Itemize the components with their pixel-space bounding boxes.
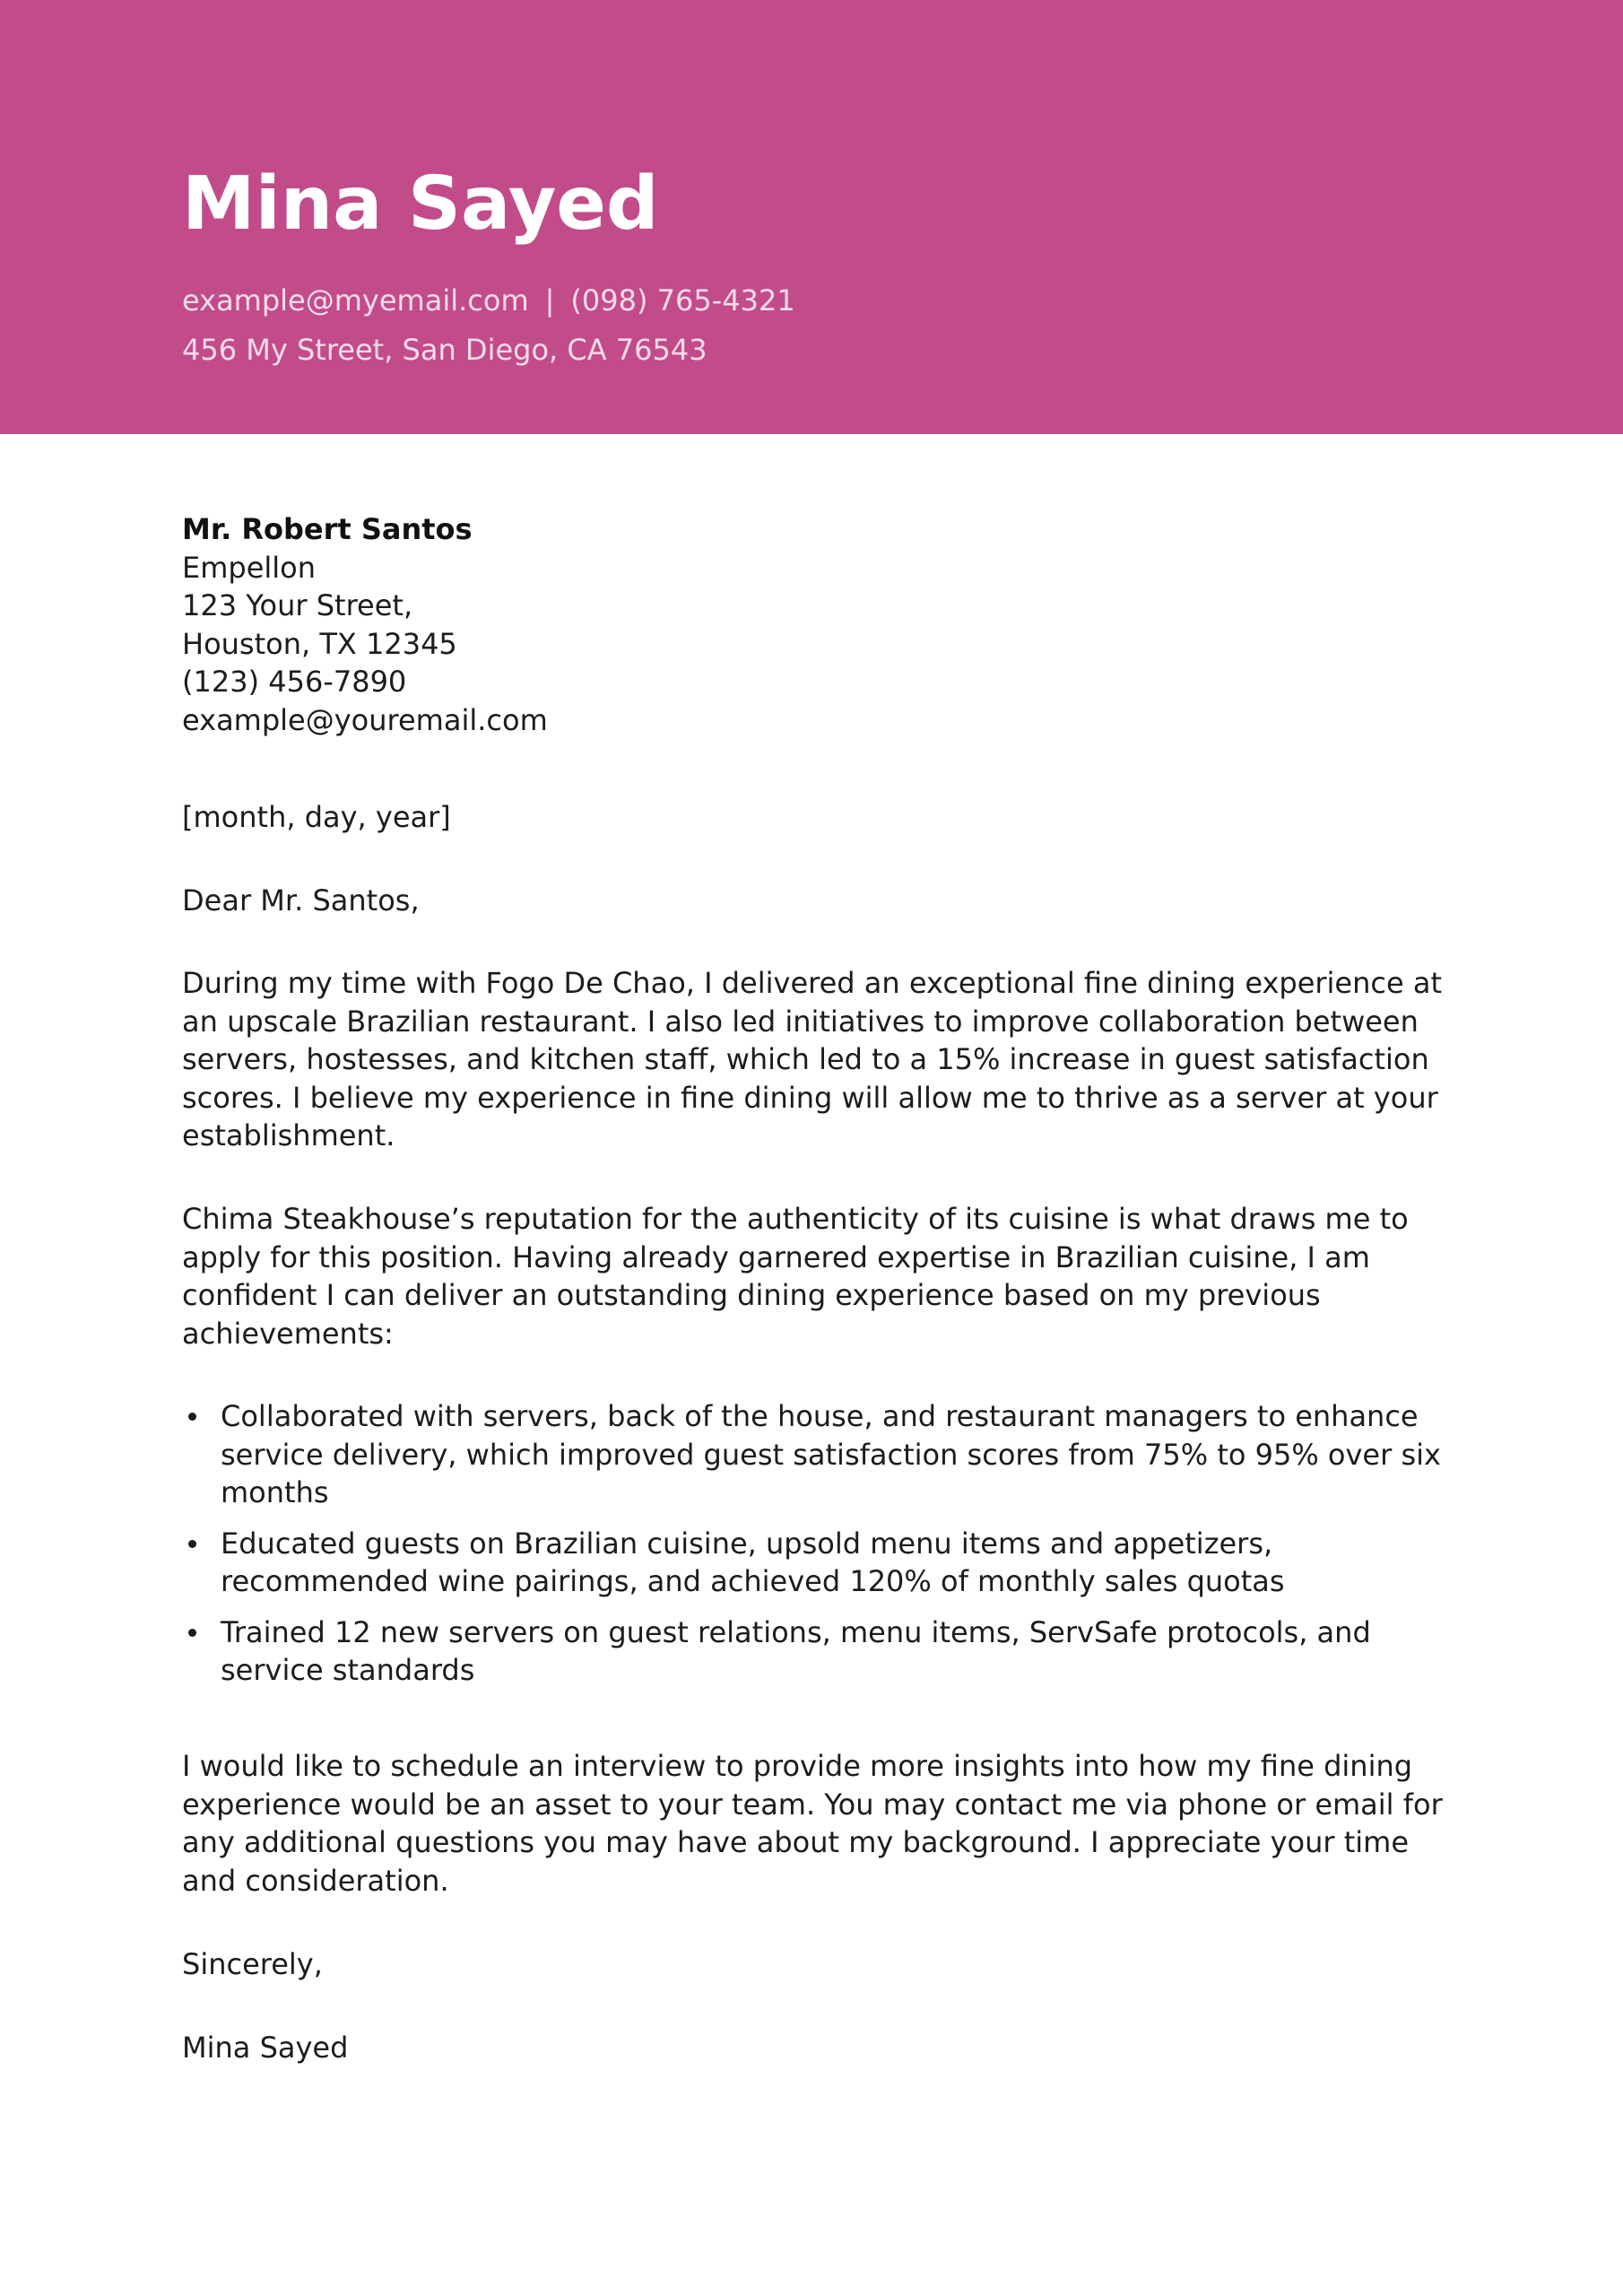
achievement-text: Educated guests on Brazilian cuisine, upsold menu items and appetizers, recommended wine pairings, and achieved 120% of monthly sales quotas — [221, 1526, 1285, 1598]
recipient-email: example@youremail.com — [182, 702, 548, 737]
closing: Sincerely, — [182, 1947, 323, 1981]
bullet-icon — [188, 1540, 196, 1548]
bullet-icon — [188, 1629, 196, 1637]
recipient-city: Houston, TX 12345 — [182, 626, 457, 661]
letter-date: [month, day, year] — [182, 800, 451, 834]
achievement-item — [182, 1525, 1455, 1601]
achievement-text: Trained 12 new servers on guest relations, menu items, ServSafe protocols, and service standards — [221, 1614, 1371, 1687]
recipient-phone: (123) 456-7890 — [182, 665, 407, 699]
recipient-street: 123 Your Street, — [182, 588, 413, 622]
achievement-item — [182, 1613, 1455, 1690]
letter-header — [0, 0, 1623, 434]
achievements-list — [182, 1397, 1455, 1702]
achievement-text: Collaborated with servers, back of the house, and restaurant managers to enhance service delivery, which improved guest satisfaction scores from 75% to 95% over six months — [221, 1399, 1441, 1509]
contact-separator: | — [544, 283, 555, 317]
sender-phone: (098) 765-4321 — [570, 283, 795, 317]
signature-name: Mina Sayed — [182, 2031, 349, 2065]
sender-address: 456 My Street, San Diego, CA 76543 — [182, 333, 707, 367]
body-paragraph-2: Chima Steakhouse’s reputation for the authenticity of its cuisine is what draws me to apply for this position. Having already garnered expertise in Brazilian cuisine, I am confident I can deliver an outstanding dining experience based on my previous achievements: — [182, 1202, 1409, 1351]
sender-email: example@myemail.com — [182, 283, 529, 317]
body-paragraph-3: I would like to schedule an interview to provide more insights into how my fine dining experience would be an asset to your team. You may contact me via phone or email for any additional questions you may have about my background. I appreciate your time and consideration. — [182, 1749, 1443, 1898]
bullet-icon — [188, 1413, 196, 1421]
recipient-name: Mr. Robert Santos — [182, 512, 473, 546]
sender-name: Mina Sayed — [182, 161, 659, 247]
body-paragraph-1: During my time with Fogo De Chao, I delivered an exceptional fine dining experience at an upscale Brazilian restaurant. I also led initiatives to improve collaboration between servers, hostesses, and kitchen staff, which led to a 15% increase in guest satisfaction scores. I believe my experience in fine dining will allow me to thrive as a server at your establishment. — [182, 966, 1442, 1152]
achievement-item — [182, 1397, 1455, 1512]
sender-contact-line — [182, 283, 795, 318]
greeting: Dear Mr. Santos, — [182, 883, 420, 918]
recipient-block — [182, 510, 1455, 739]
recipient-company: Empellon — [182, 550, 317, 585]
